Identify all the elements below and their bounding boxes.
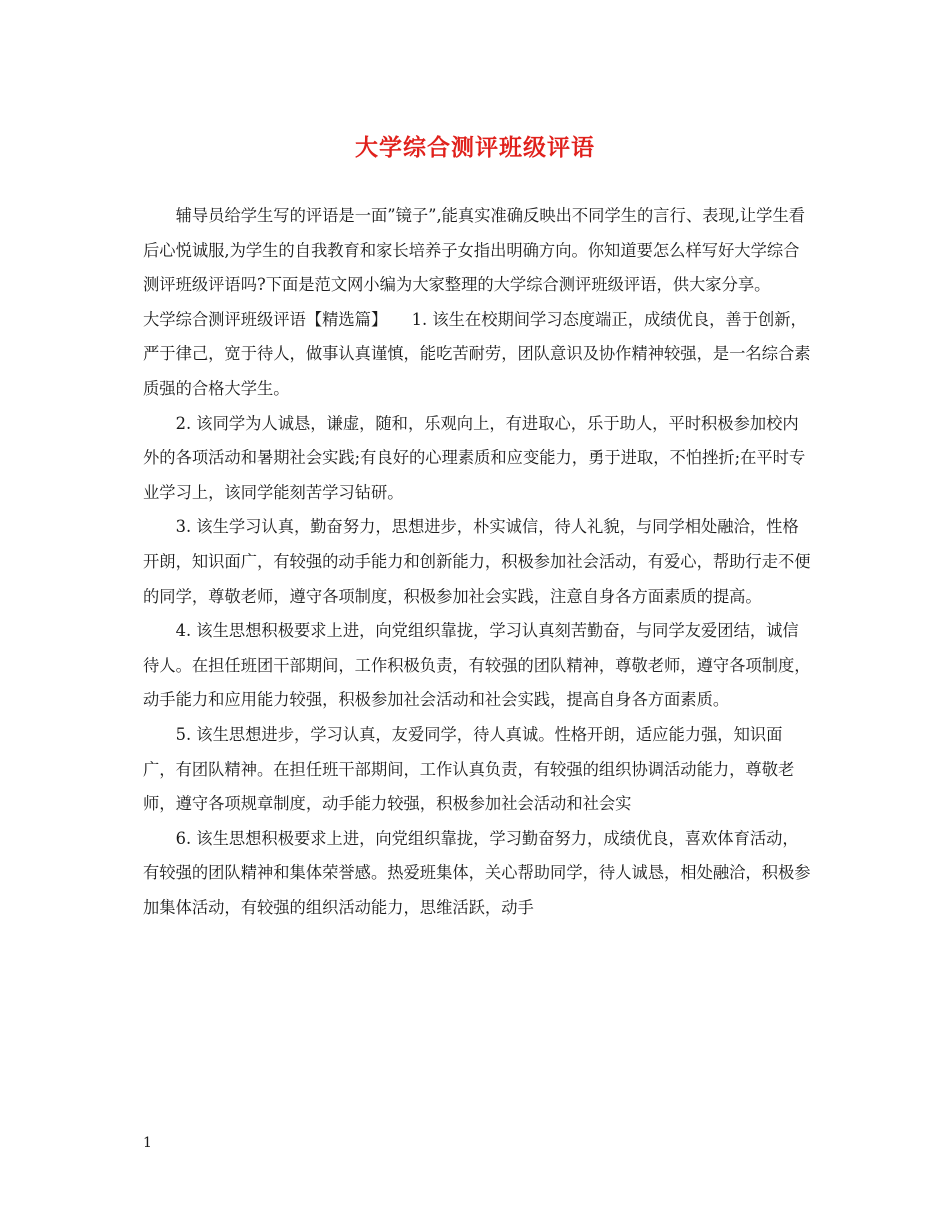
paragraph-item-6: 6. 该生思想积极要求上进，向党组织靠拢，学习勤奋努力，成绩优良，喜欢体育活动，有较强的团队精神和集体荣誉感。热爱班集体，关心帮助同学，待人诚恳，相处融洽，积极参加集体活动，有较强的组织活动能力，思维活跃，动手: [143, 828, 811, 917]
page-title: 大学综合测评班级评语: [355, 134, 595, 161]
page-number: 1: [143, 1135, 152, 1151]
document-body: [143, 199, 811, 925]
paragraph-item-3: 3. 该生学习认真，勤奋努力，思想进步，朴实诚信，待人礼貌，与同学相处融洽，性格开朗，知识面广，有较强的动手能力和创新能力，积极参加社会活动，有爱心，帮助行走不便的同学，尊敬老师，遵守各项制度，积极参加社会实践，注意自身各方面素质的提高。: [143, 517, 811, 606]
paragraph-item-2: 2. 该同学为人诚恳，谦虚，随和，乐观向上，有进取心，乐于助人，平时积极参加校内外的各项活动和暑期社会实践;有良好的心理素质和应变能力，勇于进取，不怕挫折;在平时专业学习上，该同学能刻苦学习钻研。: [143, 413, 806, 502]
paragraph-item-4: 4. 该生思想积极要求上进，向党组织靠拢，学习认真刻苦勤奋，与同学友爱团结，诚信待人。在担任班团干部期间，工作积极负责，有较强的团队精神，尊敬老师，遵守各项制度，动手能力和应用能力较强，积极参加社会活动和社会实践，提高自身各方面素质。: [143, 621, 811, 710]
paragraph-intro: 辅导员给学生写的评语是一面”镜子”,能真实准确反映出不同学生的言行、表现,让学生看后心悦诚服,为学生的自我教育和家长培养子女指出明确方向。你知道要怎么样写好大学综合测评班级评语吗?下面是范文网小编为大家整理的大学综合测评班级评语，供大家分享。: [143, 206, 806, 295]
paragraph-item-5: 5. 该生思想进步，学习认真，友爱同学，待人真诚。性格开朗，适应能力强，知识面广，有团队精神。在担任班干部期间，工作认真负责，有较强的组织协调活动能力，尊敬老师，遵守各项规章制度，动手能力较强，积极参加社会活动和社会实: [143, 724, 795, 814]
paragraph-item-1: 大学综合测评班级评语【精选篇】 1. 该生在校期间学习态度端正，成绩优良，善于创新，严于律己，宽于待人，做事认真谨慎，能吃苦耐劳，团队意识及协作精神较强，是一名综合素质强的合格大学生。: [143, 309, 811, 398]
